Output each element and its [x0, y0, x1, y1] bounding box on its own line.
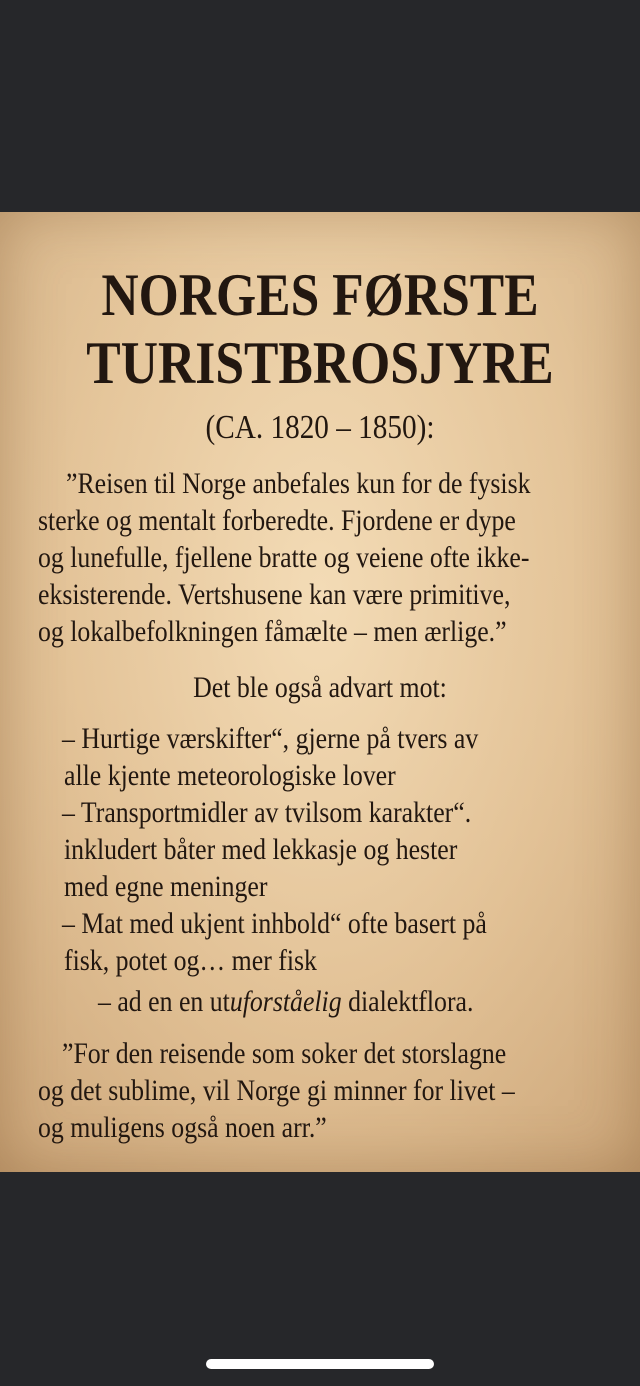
- quote1-line: sterke og mentalt forberedte. Fjordene er dype: [38, 504, 516, 537]
- dialect-italic: uforståelig: [229, 985, 342, 1018]
- dialect-prefix: – ad en en ut: [98, 985, 230, 1018]
- dialect-suffix: dialektflora.: [341, 985, 474, 1018]
- poster-title-line1: NORGES FØRSTE: [101, 262, 539, 328]
- poster-image: [0, 212, 640, 1172]
- quote2-line: ”For den reisende som soker det storslagne: [62, 1037, 507, 1070]
- quote1-line: og lunefulle, fjellene bratte og veiene ofte ikke-: [38, 541, 530, 574]
- poster-title-line2: TURISTBROSJYRE: [86, 330, 554, 396]
- warning-line: – Mat med ukjent inhbold“ ofte basert på: [62, 907, 487, 940]
- warning-line: alle kjente meteorologiske lover: [64, 759, 396, 792]
- warning-line: – Hurtige værskifter“, gjerne på tvers av: [62, 722, 479, 755]
- quote2-line: og muligens også noen arr.”: [38, 1111, 327, 1144]
- warning-heading: Det ble også advart mot:: [193, 671, 447, 704]
- warning-line: med egne meninger: [64, 870, 268, 903]
- warning-line: – Transportmidler av tvilsom karakter“.: [62, 796, 472, 829]
- quote1-line: ”Reisen til Norge anbefales kun for de fysisk: [66, 467, 531, 500]
- home-indicator[interactable]: [206, 1359, 434, 1369]
- warning-line: inkludert båter med lekkasje og hester: [64, 833, 458, 866]
- warning-line: fisk, potet og… mer fisk: [64, 944, 317, 977]
- quote2-line: og det sublime, vil Norge gi minner for livet –: [38, 1074, 515, 1107]
- poster-subtitle: (CA. 1820 – 1850):: [205, 409, 435, 446]
- quote1-line: eksisterende. Vertshusene kan være primitive,: [38, 578, 511, 611]
- quote1-line: og lokalbefolkningen fåmælte – men ærlige.”: [38, 615, 507, 648]
- dialect-line: [98, 983, 473, 1020]
